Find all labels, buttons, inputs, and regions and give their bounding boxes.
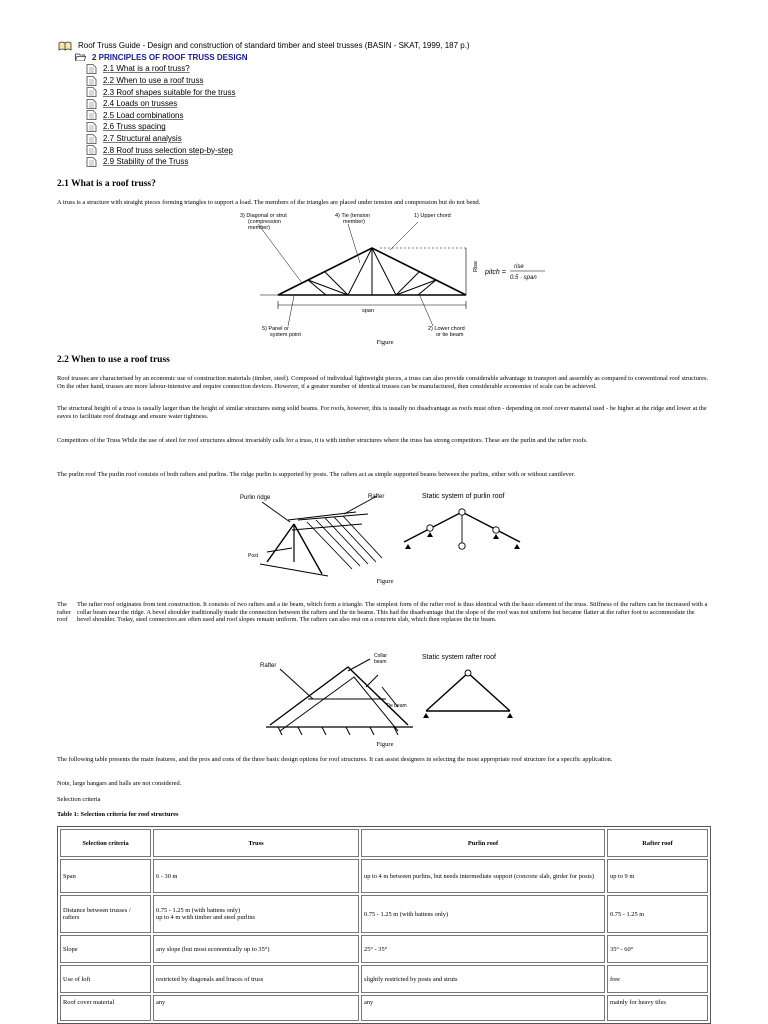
header-cell: Truss xyxy=(153,829,359,857)
toc-item-link[interactable]: 2.3 Roof shapes suitable for the truss xyxy=(103,87,236,97)
label-tie: 4) Tie (tension xyxy=(335,213,370,219)
document-icon xyxy=(86,64,97,74)
document-icon xyxy=(86,157,97,167)
table-cell: Span xyxy=(60,859,151,893)
cell-line: up to 4 m with timber and steel purlins xyxy=(156,914,256,921)
table-cell: any slope (but most economically up to 35°) xyxy=(153,935,359,963)
toc-item[interactable] xyxy=(86,75,470,87)
label-pitch-denominator: 0.5 · span xyxy=(510,275,537,281)
table-cell: 0.75 - 1.25 m (with battens only) xyxy=(361,895,605,933)
label-upper-chord: 1) Upper chord xyxy=(414,213,451,219)
toc-root-row[interactable] xyxy=(58,40,470,52)
toc-chapter-link[interactable]: 2 PRINCIPLES OF ROOF TRUSS DESIGN xyxy=(92,52,248,62)
toc-item-link[interactable]: 2.1 What is a roof truss? xyxy=(103,64,190,74)
table-cell: Slope xyxy=(60,935,151,963)
table-cell: restricted by diagonals and braces of truss xyxy=(153,965,359,993)
label-collar-beam: beam xyxy=(374,659,387,665)
document-icon xyxy=(86,110,97,120)
toc-root-link[interactable]: Roof Truss Guide - Design and construction of standard timber and steel trusses (BASIN - SKAT, 1999, 187 p.) xyxy=(78,41,470,51)
figure-caption: Figure xyxy=(376,339,394,346)
section-heading-2-2: 2.2 When to use a roof truss xyxy=(57,355,170,365)
header-cell: Rafter roof xyxy=(607,829,708,857)
label-compression: (compression xyxy=(248,219,282,225)
document-icon xyxy=(86,87,97,97)
table-cell: Roof cover material xyxy=(60,995,151,1021)
label-tie-beam: or tie beam xyxy=(436,332,464,338)
toc-item[interactable] xyxy=(86,156,470,168)
label-pitch: pitch = xyxy=(485,269,506,276)
table-row xyxy=(60,895,708,933)
toc-item[interactable] xyxy=(86,133,470,145)
label-post: Post xyxy=(248,553,259,559)
table-cell: 35° - 60° xyxy=(607,935,708,963)
toc-item[interactable] xyxy=(86,98,470,110)
table-cell: up to 4 m between purlins, but needs intermediate support (concrete slab, girder for posts) xyxy=(361,859,605,893)
book-icon xyxy=(58,41,72,51)
document-icon xyxy=(86,76,97,86)
header-cell: Selection criteria xyxy=(60,829,151,857)
rafter-roof-diagram xyxy=(258,647,518,739)
paragraph: The following table presents the main features, and the pros and cons of the three basic design options for roof structures. It can assist designers in selecting the most appropriate roof structure for a specific application. xyxy=(57,756,613,763)
table-header-row xyxy=(60,829,708,857)
toc-item[interactable] xyxy=(86,110,470,122)
toc-item-link[interactable]: 2.2 When to use a roof truss xyxy=(103,76,204,86)
toc-item-link[interactable]: 2.5 Load combinations xyxy=(103,110,184,120)
table-row xyxy=(60,995,708,1021)
table-cell: free xyxy=(607,965,708,993)
paragraph: Roof trusses are characterised by an economic use of construction materials (timber, steel). Composed of individual lightweight pieces, a truss can also provide considerable advantage in transport and assembly as compared to conventional roof structures. On the other hand, trusses are more labour-intensive and require connection devices. However, if a greater number of identical trusses can be manufactured, then considerable economies of scale can be achieved. xyxy=(57,375,709,390)
paragraph-lead: The rafter roof xyxy=(57,601,71,624)
label-span: span xyxy=(362,308,374,314)
toc-item-link[interactable]: 2.4 Loads on trusses xyxy=(103,99,178,109)
label-rafter: Rafter xyxy=(260,663,277,669)
table-cell: any xyxy=(153,995,359,1021)
table-cell: 6 - 30 m xyxy=(153,859,359,893)
paragraph-body: The rafter roof originates from tent construction. It consists of two rafters and a tie beam, which form a triangle. The simplest form of the rafter roof is thus identical with the basic element of the truss. Stiffness of the rafters can be increased with a collar beam near the ridge. A bevel shoulder traditionally made the connection between the rafters and the tie beams. This had the disadvantage that the slope of the roof was not uniform but became flatter at the rafter foot to accommodate the bevel shoulder. Today, steel connectors are often used and roof slopes remain uniform. The rafters can also rest on a concrete slab, which then replaces the tie beam. xyxy=(77,601,708,624)
label-panel-point: 5) Panel or xyxy=(262,326,289,332)
label-pitch-numerator: rise xyxy=(514,264,524,270)
section-heading-2-1: 2.1 What is a roof truss? xyxy=(57,179,156,189)
rafter-roof-paragraph xyxy=(57,601,709,624)
document-icon xyxy=(86,134,97,144)
toc-item-link[interactable]: 2.8 Roof truss selection step-by-step xyxy=(103,145,233,155)
label-purlin-ridge: Purlin ridge xyxy=(240,495,271,501)
document-icon xyxy=(86,145,97,155)
toc-item-link[interactable]: 2.7 Structural analysis xyxy=(103,134,182,144)
table-title: Table 1: Selection criteria for roof structures xyxy=(57,811,179,818)
label-static-rafter: Static system rafter roof xyxy=(422,654,496,661)
table-cell: slightly restricted by posts and struts xyxy=(361,965,605,993)
table-row xyxy=(60,965,708,993)
table-row xyxy=(60,935,708,963)
table-cell: 0.75 - 1.25 m xyxy=(607,895,708,933)
label-diagonal: 3) Diagonal or strut xyxy=(240,213,287,219)
paragraph: Selection criteria xyxy=(57,796,101,803)
table-cell: Use of loft xyxy=(60,965,151,993)
label-rafter: Rafter xyxy=(368,494,385,500)
figure-caption: Figure xyxy=(376,578,394,585)
cell-line: 0.75 - 1.25 m (with battens only) xyxy=(156,907,241,914)
label-collar: Collar xyxy=(374,653,388,659)
folder-open-icon xyxy=(75,52,86,62)
label-rise: Rise xyxy=(473,260,479,272)
toc-item-link[interactable]: 2.6 Truss spacing xyxy=(103,122,166,132)
table-cell: mainly for heavy tiles xyxy=(607,995,708,1021)
table-cell xyxy=(153,895,359,933)
table-row xyxy=(60,859,708,893)
paragraph: Competitors of the Truss While the use of steel for roof structures almost invariably calls for a truss, it is with timber structures where the truss has strong competitors. These are the purlin and the rafter roofs. xyxy=(57,437,588,444)
label-tension-member: member) xyxy=(343,219,366,225)
truss-diagram xyxy=(230,208,560,338)
label-system-point: system point xyxy=(270,332,301,338)
paragraph: The purlin roof The purlin roof consists of both rafters and purlins. The ridge purlin is supported by posts. The rafters act as simple supported beams between the purlins, either with or without cantilever. xyxy=(57,471,576,478)
paragraph: A truss is a structure with straight pieces forming triangles to support a load. The members of the triangles are placed under tension and compression but do not bend. xyxy=(57,199,481,206)
toc-item[interactable] xyxy=(86,86,470,98)
paragraph: The structural height of a truss is usually larger than the height of similar structures using solid beams. For roofs, however, this is usually no disadvantage as roofs must often - depending on roof cover material used - be higher at the ridge and lower at the eaves to facilitate roof drainage and ensure water tightness. xyxy=(57,405,707,420)
toc-item[interactable] xyxy=(86,144,470,156)
document-icon xyxy=(86,122,97,132)
table-cell: any xyxy=(361,995,605,1021)
toc-item[interactable] xyxy=(86,63,470,75)
toc-chapter-row[interactable] xyxy=(75,52,470,64)
label-lower-chord: 2) Lower chord xyxy=(428,326,465,332)
label-tie-beam: Tie beam xyxy=(386,703,407,709)
document-icon xyxy=(86,99,97,109)
label-member: member) xyxy=(248,225,271,231)
purlin-roof-diagram xyxy=(232,484,537,580)
figure-caption: Figure xyxy=(376,741,394,748)
toc-item-link[interactable]: 2.9 Stability of the Truss xyxy=(103,157,189,167)
toc-item[interactable] xyxy=(86,121,470,133)
table-of-contents xyxy=(58,40,470,168)
header-cell: Purlin roof xyxy=(361,829,605,857)
table-cell: 25° - 35° xyxy=(361,935,605,963)
label-static-purlin: Static system of purlin roof xyxy=(422,493,505,500)
selection-criteria-table xyxy=(57,826,711,1024)
table-cell: up to 9 m xyxy=(607,859,708,893)
table-cell: Distance between trusses / rafters xyxy=(60,895,151,933)
paragraph: Note, large hangars and halls are not considered. xyxy=(57,780,182,787)
